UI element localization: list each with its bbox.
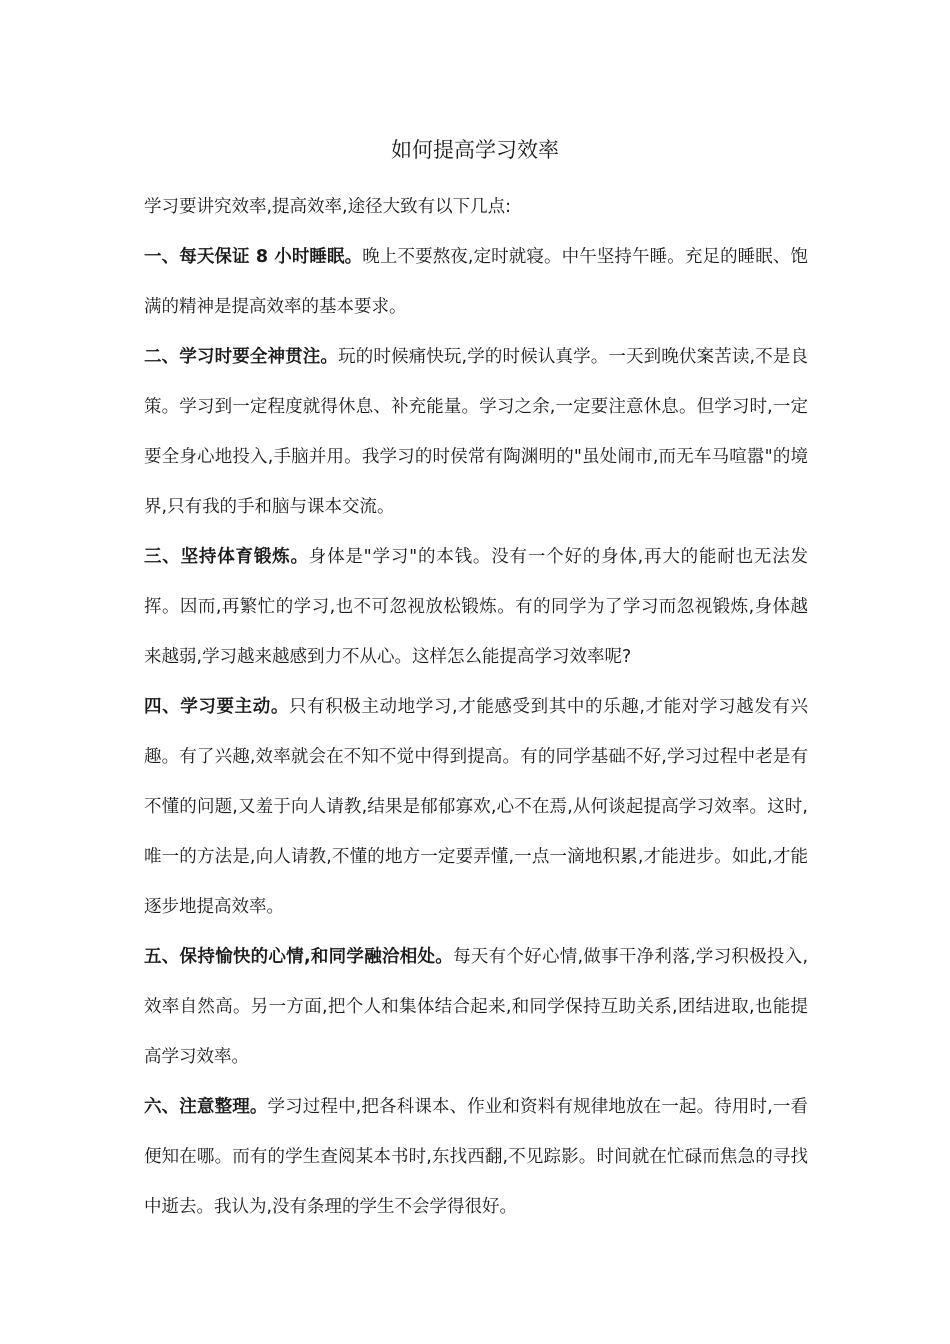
section-body-4: 只有积极主动地学习,才能感受到其中的乐趣,才能对学习越发有兴趣。有了兴趣,效率就会在不知不觉中得到提高。有的同学基础不好,学习过程中老是有不懂的问题,又羞于向人请教,结果是郁郁寡欢,心不在焉,从何谈起提高学习效率。这时,唯一的方法是,向人请教,不懂的地方一定要弄懂,一点一滴地积累,才能进步。如此,才能逐步地提高效率。 [144, 697, 809, 917]
section-body-6: 学习过程中,把各科课本、作业和资料有规律地放在一起。待用时,一看便知在哪。而有的学生查阅某本书时,东找西翻,不见踪影。时间就在忙碌而焦急的寻找中逝去。我认为,没有条理的学生不会学得很好。 [144, 1097, 809, 1217]
section-heading-3: 三、坚持体育锻炼。 [144, 547, 309, 567]
section-heading-5: 五、保持愉快的心情,和同学融洽相处。 [144, 947, 454, 967]
section-paragraph-1 [144, 232, 808, 332]
section-heading-1: 一、每天保证 8 小时睡眠。 [144, 247, 363, 267]
section-heading-6: 六、注意整理。 [144, 1097, 268, 1117]
section-paragraph-2 [144, 332, 808, 532]
section-heading-2: 二、学习时要全神贯注。 [144, 347, 339, 367]
section-paragraph-6 [144, 1082, 808, 1232]
section-paragraph-3 [144, 532, 808, 682]
page-title: 如何提高学习效率 [391, 138, 559, 162]
section-body-5: 每天有个好心情,做事干净利落,学习积极投入,效率自然高。另一方面,把个人和集体结合起来,和同学保持互助关系,团结进取,也能提高学习效率。 [144, 947, 809, 1067]
section-paragraph-5 [144, 932, 808, 1082]
document-body [144, 182, 808, 1232]
section-heading-4: 四、学习要主动。 [144, 697, 289, 717]
section-body-1: 晚上不要熬夜,定时就寝。中午坚持午睡。充足的睡眠、饱满的精神是提高效率的基本要求。 [144, 247, 808, 317]
section-paragraph-4 [144, 682, 808, 932]
intro-paragraph: 学习要讲究效率,提高效率,途径大致有以下几点: [144, 197, 512, 217]
section-body-3: 身体是"学习"的本钱。没有一个好的身体,再大的能耐也无法发挥。因而,再繁忙的学习,也不可忽视放松锻炼。有的同学为了学习而忽视锻炼,身体越来越弱,学习越来越感到力不从心。这样怎么能提高学习效率呢? [144, 547, 808, 667]
section-body-2: 玩的时候痛快玩,学的时候认真学。一天到晚伏案苦读,不是良策。学习到一定程度就得休息、补充能量。学习之余,一定要注意休息。但学习时,一定要全身心地投入,手脑并用。我学习的时侯常有陶渊明的"虽处闹市,而无车马喧嚣"的境界,只有我的手和脑与课本交流。 [144, 347, 809, 517]
